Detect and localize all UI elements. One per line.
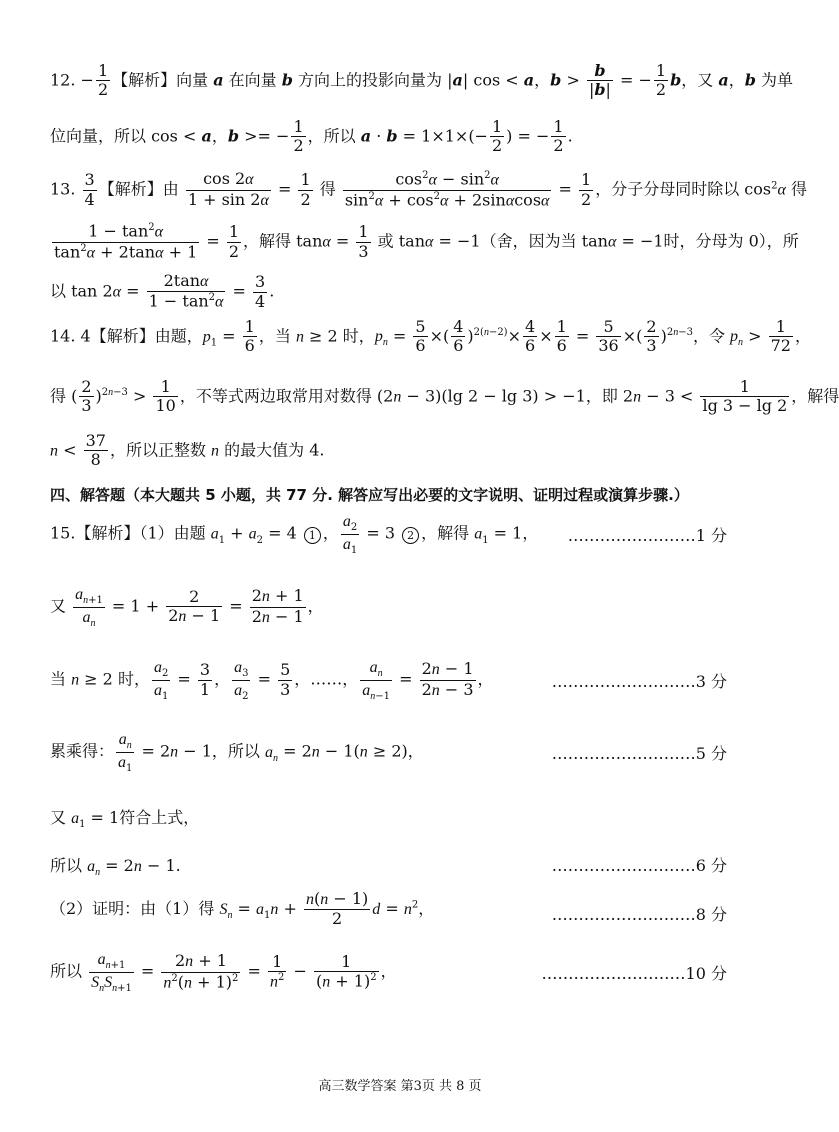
q15-line3: 当 n ≥ 2 时， $\frac{a_2}{a_1}$ = $\frac{3}{1}$ ， $\frac{a_3}{a_2}$ = $\frac{5}{3}$ ，……， $\frac{a_n}{a_{n-1}}$ = $\frac{2n - 1}{2n - 3}$ ， [50,659,494,702]
section-heading: 四、解答题（本大题共 5 小题，共 77 分. 解答应写出必要的文字说明、证明过程或演算步骤.） [50,486,689,504]
q15-line6: 所以 $a_n = 2n - 1$. [50,856,181,879]
q15-line5: 又 $a_1 = 1$符合上式， [50,808,200,831]
q15-line8: 所以 $a_{n+1}$ $S_nS_{n+1}$ = $\frac{2n + 1}{n^2(n + 1)^2}$ = $\frac{1}{n^2}$ − $\frac{1}{(n + 1)^2}$ ， [50,951,397,994]
q14-line1: 14. 4【解析】由题，$p_1$ = $\frac{1}{6}$ ，当 n ≥ 2 时，$p_n$ = $\frac{5}{6}$ ×( $\frac{4}{6}$ )$^{2(n-2)}$× $\frac{4}{6}$ × $\frac{1}{6}$ = $\frac{5}{36}$ ×( $\frac{2}{3}$ )$^{2n-3}$，令 $p_n$ > $\frac{1}{72}$ ， [50,317,811,356]
q13-line3: 以 tan 2α = $\frac{2\tan\alpha}{1 - \tan^2\alpha}$ = $\frac{3}{4}$ . [50,271,275,311]
q15-score-1: ……………………1 分 [567,526,727,545]
q15-score-6: ………………………6 分 [551,856,727,875]
q12-line2: 位向量，所以 cos < a，b >= − $\frac{1}{2}$ ，所以 a · b = 1×1×(− $\frac{1}{2}$ ) = − $\frac{1}{2}$ . [50,117,573,156]
q13-line2: $\frac{1 - \tan^2\alpha}{\tan^2\alpha + 2\tan\alpha + 1}$ = $\frac{1}{2}$ ，解得 tanα = $\frac{1}{3}$ 或 tanα = −1（舍，因为当 tanα = −1时，分母为 0），所 [54,221,799,262]
q15-line7: （2）证明：由（1）得 $S_n = a_1n$ + $\frac{n(n - 1)}{2}$ $d = n^2$， [50,889,435,929]
q15-line1: 15.【解析】（1）由题 $a_1 + a_2 = 4$ 1 ， $\frac{a_2}{a_1}$ = 3 2 ，解得 $a_1 = 1$， [50,513,539,556]
page-footer: 高三数学答案 第3页 共 8 页 [318,1079,482,1094]
q15-line2: 又 $\frac{a_{n+1}}{a_n}$ = 1 + $\frac{2}{2n - 1}$ = $\frac{2n + 1}{2n - 1}$ ， [50,586,324,629]
q15-score-8: ………………………8 分 [551,905,727,924]
q14-line3: n < $\frac{37}{8}$ ，所以正整数 n 的最大值为 4. [50,431,325,470]
q14-line2: 得 ( $\frac{2}{3}$ )$^{2n-3}$ > $\frac{1}{10}$ ，不等式两边取常用对数得 (2n − 3)(lg 2 − lg 3) > −1，即 2n − 3 < $\frac{1}{\lg 3 - \lg 2}$ ，解得 [50,377,839,416]
q15-score-5: ………………………5 分 [551,744,727,763]
q15-score-10: ………………………10 分 [541,964,727,983]
q12-line1: 12. − $\frac{1}{2}$ 【解析】向量 a 在向量 b 方向上的投影向量为 |a| cos < a，b > $\frac{b}{|b|}$ = − $\frac{1}{2}$ b，又 a，b 为单 [50,61,794,100]
q13-line1: 13. $\frac{3}{4}$ 【解析】由 $\frac{\cos 2\alpha}{1 + \sin 2\alpha}$ = $\frac{1}{2}$ 得 $\frac{\cos^2\alpha - \sin^2\alpha}{\sin^2\alpha + \cos^2\alpha + 2\sin\alpha\cos\alpha}$ = $\frac{1}{2}$ ，分子分母同时除以 $\cos^2\alpha$ 得 [50,169,807,210]
q15-score-3: ………………………3 分 [551,672,727,691]
q15-line4: 累乘得： $\frac{a_n}{a_1}$ = 2n − 1，所以 $a_n = 2n - 1(n \ge 2)$， [50,731,424,774]
